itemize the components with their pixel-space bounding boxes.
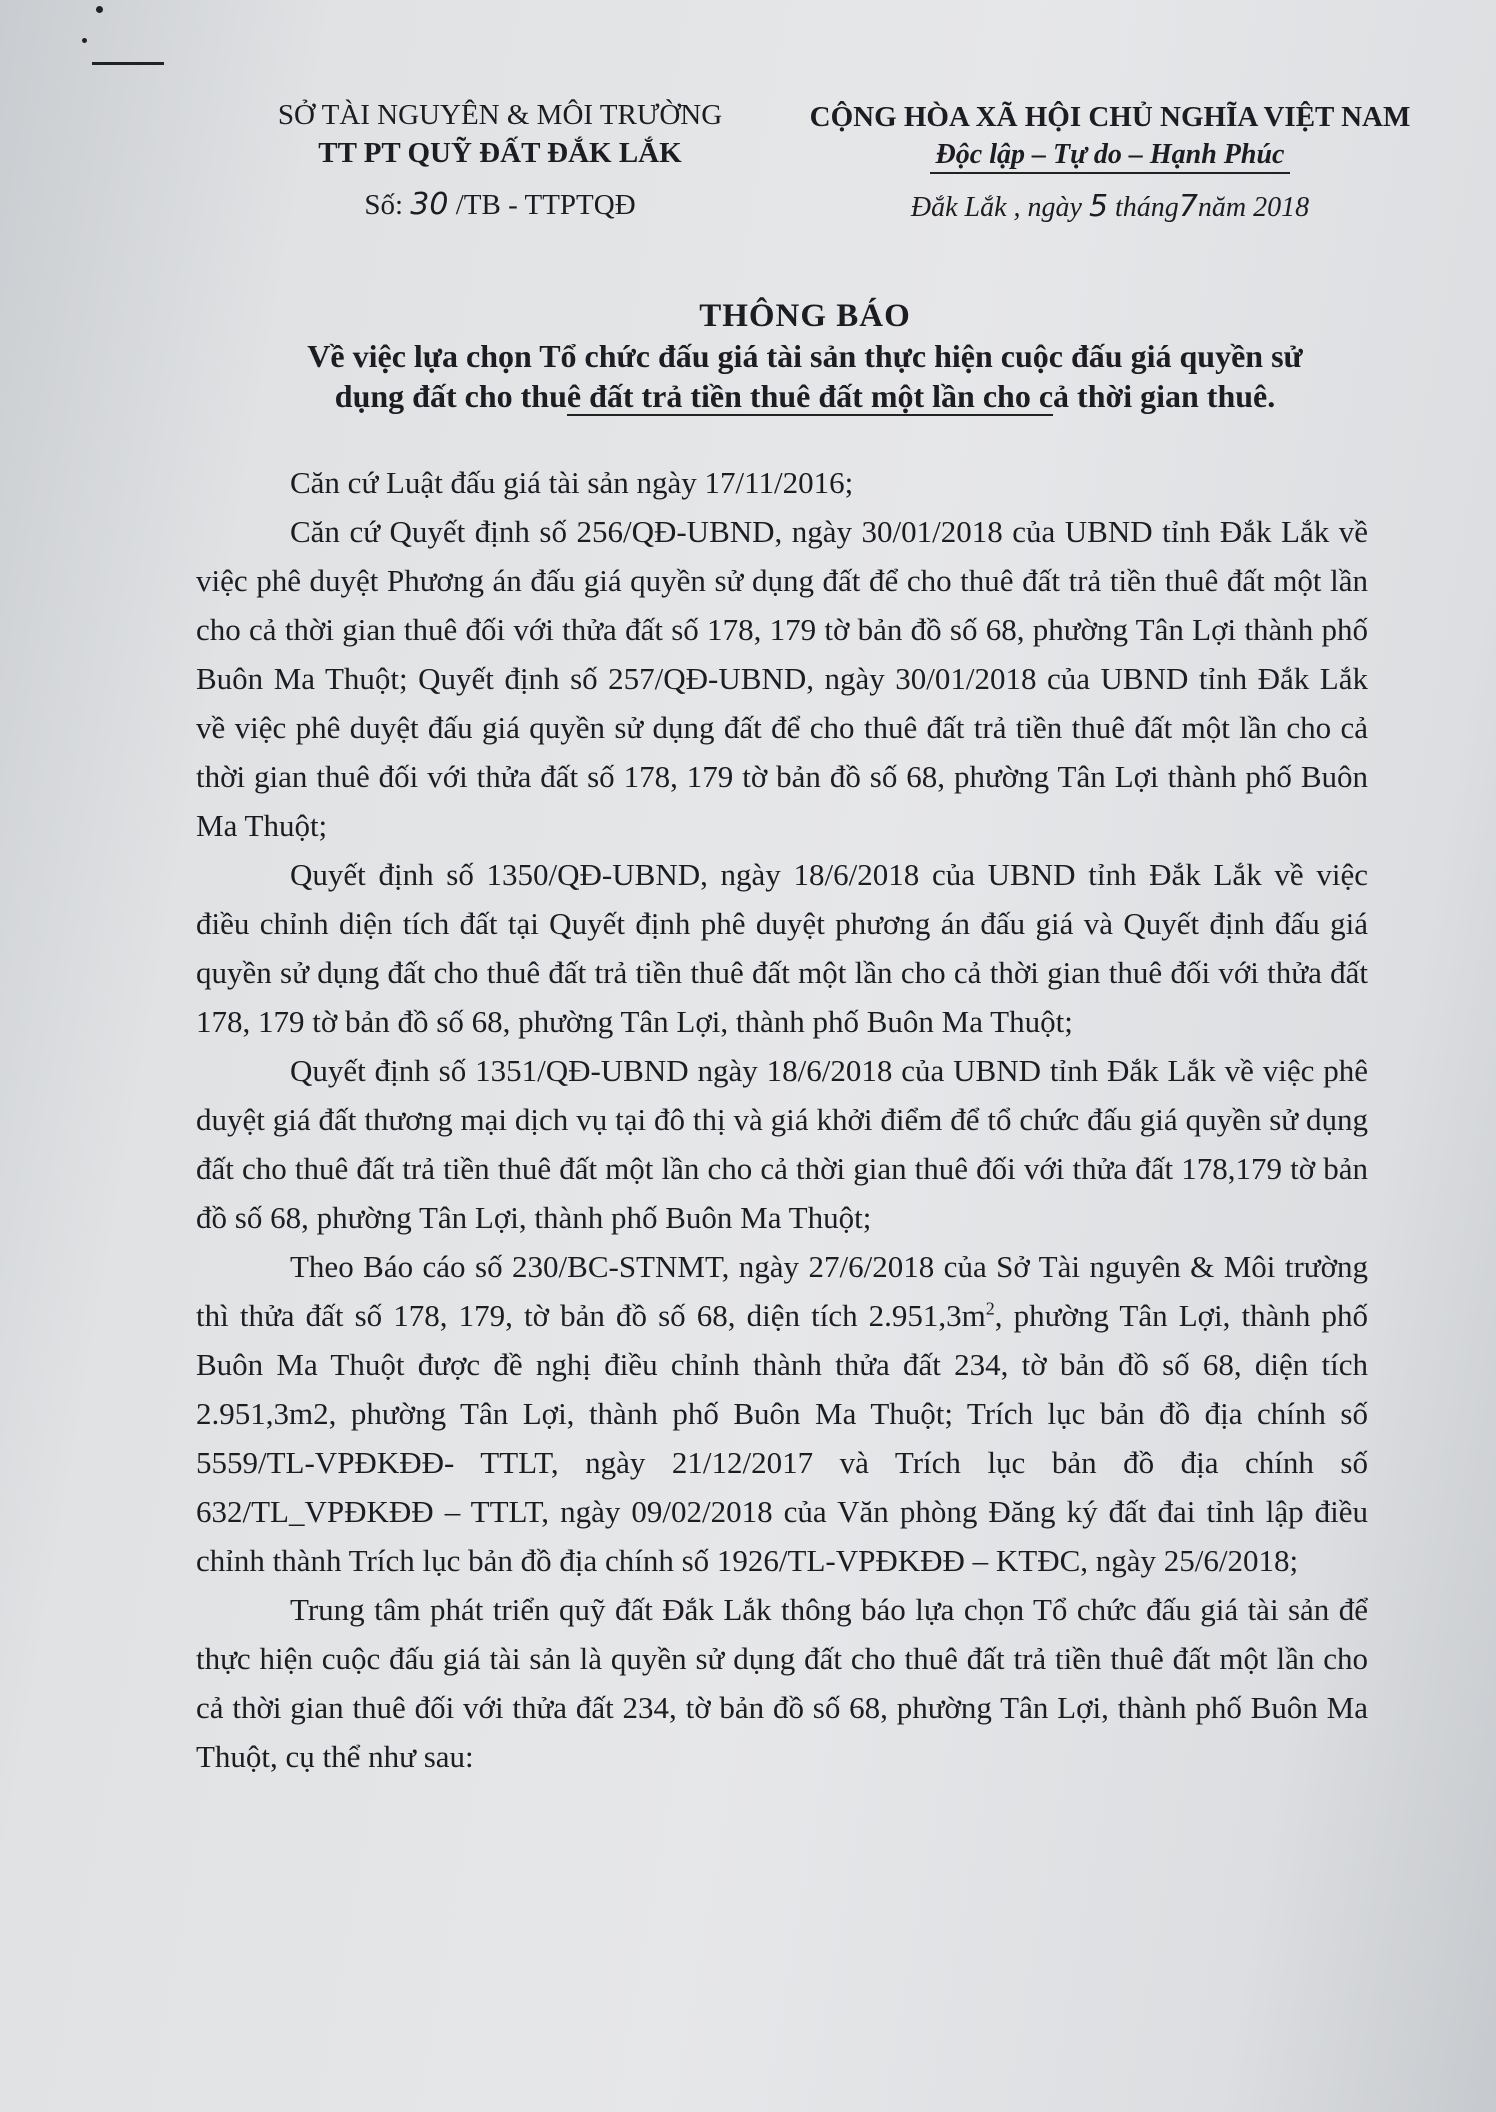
notice-title [200,296,1410,416]
document-body [196,458,1368,1781]
paragraph-decision-1351: Quyết định số 1351/QĐ-UBND ngày 18/6/2018 của UBND tỉnh Đắk Lắk về việc phê duyệt giá đất thương mại dịch vụ tại đô thị và giá khởi điểm để tổ chức đấu giá quyền sử dụng đất cho thuê đất trả tiền thuê đất một lần cho cả thời gian thuê đối với thửa đất 178,179 tờ bản đồ số 68, phường Tân Lợi, thành phố Buôn Ma Thuột; [196,1053,1368,1235]
paragraph-report-230: Theo Báo cáo số 230/BC-STNMT, ngày 27/6/2018 của Sở Tài nguyên & Môi trường thì thửa đất số 178, 179, tờ bản đồ số 68, diện tích $2.951,3m^2$, phường Tân Lợi, thành phố Buôn Ma Thuột được đề nghị điều chỉnh thành thửa đất 234, tờ bản đồ số 68, diện tích 2.951,3m2, phường Tân Lợi, thành phố Buôn Ma Thuột; Trích lục bản đồ địa chính số 5559/TL-VPĐKĐĐ- TTLT, ngày 21/12/2017 và Trích lục bản đồ địa chính số 632/TL_VPĐKĐĐ – TTLT, ngày 09/02/2018 của Văn phòng Đăng ký đất đai tỉnh lập điều chỉnh thành Trích lục bản đồ địa chính số 1926/TL-VPĐKĐĐ – KTĐC, ngày 25/6/2018; [196,1249,1368,1578]
page-title: THÔNG BÁO [699,298,911,334]
national-header [780,98,1440,227]
paragraph-announcement: Trung tâm phát triển quỹ đất Đắk Lắk thông báo lựa chọn Tổ chức đấu giá tài sản để thực hiện cuộc đấu giá tài sản là quyền sử dụng đất cho thuê đất trả tiền thuê đất một lần cho cả thời gian thuê đối với thửa đất 234, tờ bản đồ số 68, phường Tân Lợi, thành phố Buôn Ma Thuột, cụ thể như sau: [196,1592,1368,1774]
paragraph-decision-256-257: Căn cứ Quyết định số 256/QĐ-UBND, ngày 30/01/2018 của UBND tỉnh Đắk Lắk về việc phê duyệt Phương án đấu giá quyền sử dụng đất để cho thuê đất trả tiền thuê đất một lần cho cả thời gian thuê đối với thửa đất số 178, 179 tờ bản đồ số 68, phường Tân Lợi thành phố Buôn Ma Thuột; Quyết định số 257/QĐ-UBND, ngày 30/01/2018 của UBND tỉnh Đắk Lắk về việc phê duyệt đấu giá quyền sử dụng đất để cho thuê đất trả tiền thuê đất một lần cho cả thời gian thuê đối với thửa đất số 178, 179 tờ bản đồ số 68, phường Tân Lợi thành phố Buôn Ma Thuột; [196,514,1368,843]
paragraph-decision-1350: Quyết định số 1350/QĐ-UBND, ngày 18/6/2018 của UBND tỉnh Đắk Lắk về việc điều chỉnh diện tích đất tại Quyết định phê duyệt phương án đấu giá và Quyết định đấu giá quyền sử dụng đất cho thuê đất trả tiền thuê đất một lần cho cả thời gian thuê đối với thửa đất 178, 179 tờ bản đồ số 68, phường Tân Lợi, thành phố Buôn Ma Thuột; [196,857,1368,1039]
paragraph-legal-basis: Căn cứ Luật đấu giá tài sản ngày 17/11/2016; [290,465,854,500]
speck [96,6,103,13]
title-line-1: Về việc lựa chọn Tổ chức đấu giá tài sản thực hiện cuộc đấu giá quyền sử [307,338,1303,374]
agency-unit: TT PT QUỸ ĐẤT ĐẮK LẮK [318,137,682,169]
place-date: Đắk Lắk , ngày 5 tháng7năm 2018 [910,189,1310,224]
handwritten-day: 5 [1088,189,1109,224]
agency-name: SỞ TÀI NGUYÊN & MÔI TRƯỜNG [277,99,723,131]
document-number: Số: 30 /TB - TTPTQĐ [364,187,636,222]
speck [82,38,87,43]
motto: Độc lập – Tự do – Hạnh Phúc [780,136,1440,174]
issuer-block [250,96,750,224]
title-line-2: dụng đất cho thuê đất trả tiền thuê đất một lần cho cả thời gian thuê. [334,378,1276,414]
handwritten-number: 30 [410,187,449,222]
country-name: CỘNG HÒA XÃ HỘI CHỦ NGHĨA VIỆT NAM [809,101,1411,133]
corner-mark [92,62,164,65]
handwritten-month: 7 [1178,189,1198,224]
